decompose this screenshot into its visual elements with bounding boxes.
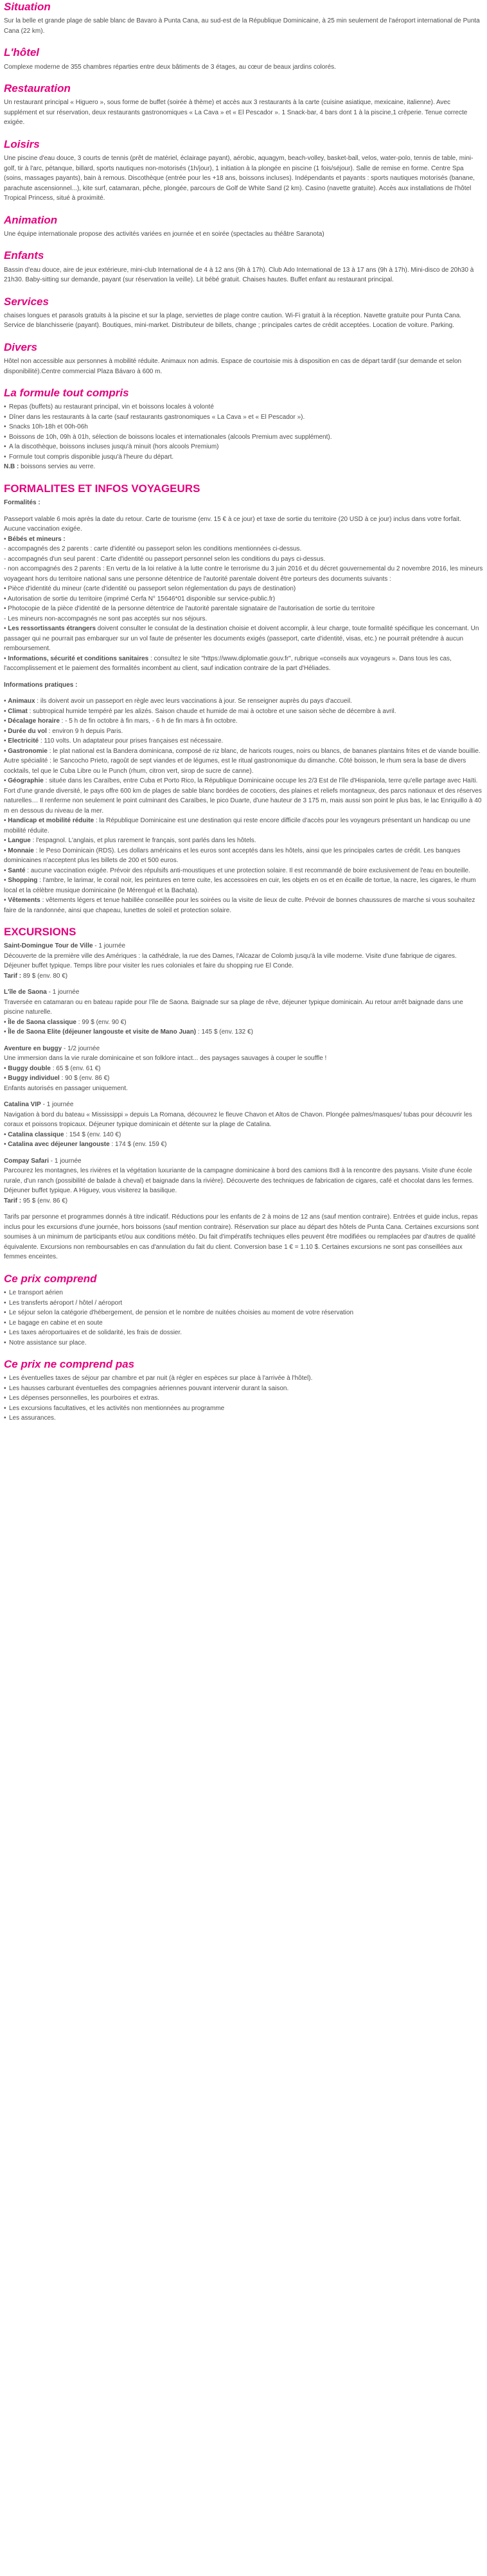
- line-text: : 174 $ (env. 159 €): [109, 1141, 167, 1149]
- formalites-informations: • Informations, sécurité et conditions sanitaires : consultez le site "https://www.diplomatie.gouv.fr", rubrique «conseils aux voyageurs ». Dans tous les cas, l'accomplissement et le paiement des formalités incombent au client, sauf indication contraire de la part d'Héliades.: [4, 655, 452, 672]
- excursion-saint-domingue: [4, 941, 483, 981]
- pratique-item: • Durée du vol : environ 9 h depuis Paris.: [4, 727, 123, 735]
- excursion-compay-safari: [4, 1156, 483, 1206]
- excursion-heading: [4, 941, 483, 951]
- pratique-label: Handicap et mobilité réduite: [8, 817, 94, 824]
- pratique-label: Géographie: [8, 777, 44, 784]
- excursion-line: • Île de Saona classique : 99 $ (env. 90 €): [4, 1018, 127, 1026]
- line-label: Île de Saona Elite (déjeuner langouste et visite de Mano Juan): [8, 1028, 197, 1036]
- pratique-label: Monnaie: [8, 847, 34, 854]
- comprend-item: • Le bagage en cabine et en soute: [4, 1318, 483, 1328]
- pratique-item: • Monnaie : le Peso Dominicain (RDS). Les dollars américains et les euros sont acceptés dans les hôtels, ainsi que les principales cartes de crédit. Les banques dominicaines n'acceptent plus les billets de 200 et 500 euros.: [4, 847, 461, 864]
- excursion-duration: - 1 journée: [49, 1157, 82, 1165]
- tarif-value: 95 $ (env. 86 €): [21, 1197, 68, 1204]
- pratiques-label: Informations pratiques :: [4, 681, 78, 689]
- formalites-ressortissants-label: Les ressortissants étrangers: [8, 625, 96, 632]
- formule-item: • A la discothèque, boissons incluses jusqu'à minuit (hors alcools Premium): [4, 442, 483, 452]
- formalites-bebes: • Bébés et mineurs :: [4, 535, 66, 543]
- pratique-item: • Décalage horaire : - 5 h de fin octobre à fin mars, - 6 h de fin mars à fin octobre.: [4, 718, 238, 725]
- hotel-section: [4, 46, 483, 72]
- formule-nb: [4, 462, 483, 472]
- line-label: Catalina classique: [8, 1131, 64, 1138]
- excursions-section: [4, 925, 483, 1262]
- formule-list: [4, 402, 483, 462]
- services-text: chaises longues et parasols gratuits à la piscine et sur la plage, serviettes de plage contre caution. Wi-Fi gratuit à la réception. Navette gratuite pour Punta Cana. Service de blanchisserie (payant). Boutiques, mini-market. Distributeur de billets, change ; principales cartes de crédit acceptées. Location de voiture. Parking.: [4, 312, 462, 330]
- comprend-item: • Les taxes aéroportuaires et de solidarité, les frais de dossier.: [4, 1328, 483, 1338]
- ne-comprend-item: • Les excursions facultatives, et les activités non mentionnées au programme: [4, 1404, 483, 1414]
- formalites-section: [4, 482, 483, 915]
- excursion-saona: [4, 987, 483, 1037]
- formule-item: • Formule tout compris disponible jusqu'à l'heure du départ.: [4, 452, 483, 463]
- comprend-title: Ce prix comprend: [4, 1272, 97, 1285]
- pratique-label: Décalage horaire: [8, 718, 60, 725]
- pratique-text: : le Peso Dominicain (RDS). Les dollars américains et les euros sont acceptés dans les hôtels, ainsi que les principales cartes de crédit. Les banques dominicaines n'acceptent plus les billets de 200 et 500 euros.: [4, 847, 461, 864]
- line-label: Île de Saona classique: [8, 1018, 76, 1026]
- ne-comprend-section: [4, 1357, 483, 1424]
- excursion-line: • Buggy individuel : 90 $ (env. 86 €): [4, 1075, 110, 1082]
- formalites-bebes-line: - accompagnés des 2 parents : carte d'identité ou passeport selon les conditions mentionnées ci-dessus.: [4, 545, 302, 552]
- pratique-label: Gastronomie: [8, 747, 48, 755]
- pratique-item: • Handicap et mobilité réduite : la République Dominicaine est une destination qui reste encore difficile d'accès pour les voyageurs présentant un handicap ou une mobilité réduite.: [4, 817, 471, 834]
- pratique-text: : ils doivent avoir un passeport en règle avec leurs vaccinations à jour. Se renseigner auprès du pays d'accueil.: [35, 698, 352, 705]
- formalites-bebes-line: • Photocopie de la pièce d'identité de la personne détentrice de l'autorité parentale signataire de l'autorisation de sortie du territoire: [4, 605, 375, 612]
- line-text: : 154 $ (env. 140 €): [64, 1131, 121, 1138]
- tarif-label: Tarif :: [4, 1197, 22, 1204]
- excursion-catalina: [4, 1100, 483, 1150]
- restauration-title: Restauration: [4, 82, 71, 94]
- situation-section: [4, 0, 483, 36]
- loisirs-title: Loisirs: [4, 137, 40, 150]
- excursion-duration: - 1 journée: [40, 1101, 74, 1109]
- pratique-item: • Santé : aucune vaccination exigée. Prévoir des répulsifs anti-moustiques et une protection solaire. Il est recommandé de boire exclusivement de l'eau en bouteille.: [4, 867, 470, 874]
- pratique-item: • Animaux : ils doivent avoir un passeport en règle avec leurs vaccinations à jour. Se renseigner auprès du pays d'accueil.: [4, 698, 352, 705]
- ne-comprend-item: • Les dépenses personnelles, les pourboires et extras.: [4, 1393, 483, 1404]
- excursion-line: • Buggy double : 65 $ (env. 61 €): [4, 1064, 101, 1072]
- excursion-duration: - 1 journée: [46, 989, 80, 996]
- pratique-label: Vêtements: [8, 897, 40, 904]
- ne-comprend-list: [4, 1373, 483, 1424]
- pratique-label: Animaux: [8, 698, 35, 705]
- pratique-text: : aucune vaccination exigée. Prévoir des répulsifs anti-moustiques et une protection solaire. Il est recommandé de boire exclusivement de l'eau en bouteille.: [25, 867, 470, 874]
- formule-item: • Boissons de 10h, 09h à 01h, sélection de boissons locales et internationales (alcools Premium avec supplément).: [4, 432, 483, 443]
- excursion-desc: Une immersion dans la vie rurale dominicaine et son folklore intact... des paysages sauvages à couper le souffle !: [4, 1055, 327, 1063]
- ne-comprend-title: Ce prix ne comprend pas: [4, 1358, 135, 1370]
- tarif-label: Tarif :: [4, 972, 22, 980]
- excursion-after: Enfants autorisés en passager uniquement.: [4, 1084, 128, 1092]
- situation-text: Sur la belle et grande plage de sable blanc de Bavaro à Punta Cana, au sud-est de la République Dominicaine, à 25 min seulement de l'aéroport international de Punta Cana (22 km).: [4, 17, 480, 35]
- line-text: : 65 $ (env. 61 €): [50, 1064, 101, 1072]
- restauration-text: Un restaurant principal « Higuero », sous forme de buffet (soirée à thème) et accès aux 3 restaurants à la carte (cuisine asiatique, mexicaine, italienne). Avec supplément et sur réservation, deux restaurants gastronomiques « La Cava » et « El Pescador ». 1 Snack-bar, 4 bars dont 1 à la piscine,1 crêperie. Tenue correcte exigée.: [4, 99, 468, 127]
- excursion-desc: Navigation à bord du bateau « Mississippi » depuis La Romana, découvrez le fleuve Chavon et Altos de Chavon. Plongée palmes/masques/ tubas pour découvrir les coraux et poissons tropicaux. Déjeuner typique dominicain et détente sur la plage de Catalina.: [4, 1111, 472, 1129]
- excursion-desc: Parcourez les montagnes, les rivières et la végétation luxuriante de la campagne dominicaine à bord des camions 8x8 à la rencontre des paysans. Visite d'une école rurale, d'un ranch (possibilité de balade à cheval) et baignade dans la rivière). Découverte des techniques de fabrication de cigares, café et chocolat dans les fermes. Déjeuner buffet typique. A Higuey, vous visiterez la basilique.: [4, 1167, 474, 1195]
- excursion-tarif: [4, 971, 483, 982]
- restauration-section: [4, 82, 483, 128]
- pratique-item: • Géographie : située dans les Caraïbes, entre Cuba et Porto Rico, la République Dominicaine occupe les 2/3 Est de l'île d'Hispaniola, terre qu'elle partage avec Haïti. Fort d'une grande diversité, le pays offre 600 km de plages de sable blanc bordées de cocotiers, des plaines et reliefs montagneux, des parcs nationaux et des réserves naturelles… Il renferme non seulement le point culminant des Caraïbes, le pico Duarte, d'une hauteur de 3 175 m, mais aussi son point le plus bas, le lac Enriquillo à 40 m en dessous du niveau de la mer.: [4, 777, 482, 815]
- excursion-name: Aventure en buggy: [4, 1045, 62, 1052]
- line-text: : 145 $ (env. 132 €): [196, 1028, 253, 1036]
- pratique-item: • Climat : subtropical humide tempéré par les alizés. Saison chaude et humide de mai à octobre et une saison sèche de décembre à avril.: [4, 707, 396, 715]
- pratique-label: Climat: [8, 707, 28, 715]
- divers-section: [4, 340, 483, 376]
- line-label: Catalina avec déjeuner langouste: [8, 1141, 110, 1149]
- comprend-section: [4, 1272, 483, 1348]
- excursion-desc: Traversée en catamaran ou en bateau rapide pour l'île de Saona. Baignade sur sa plage de rêve, déjeuner typique dominicain. Au retour arrêt baignade dans une piscine naturelle.: [4, 998, 463, 1016]
- excursion-desc: Découverte de la première ville des Amériques : la cathédrale, la rue des Dames, l'Alcazar de Colomb jusqu'à la ville moderne. Visite d'une fabrique de cigares. Déjeuner buffet typique. Temps libre pour visiter les rues coloniales et faire du shopping rue El Conde.: [4, 952, 457, 970]
- pratique-text: : subtropical humide tempéré par les alizés. Saison chaude et humide de mai à octobre et une saison sèche de décembre à avril.: [27, 707, 396, 715]
- excursion-heading: [4, 1156, 483, 1167]
- excursion-line: • Catalina classique : 154 $ (env. 140 €): [4, 1131, 121, 1138]
- formalites-passport: Passeport valable 6 mois après la date du retour. Carte de tourisme (env. 15 € à ce jour) et taxe de sortie du territoire (20 USD à ce jour) inclus dans votre forfait. Aucune vaccination exigée.: [4, 515, 461, 533]
- pratique-label: Durée du vol: [8, 727, 47, 735]
- excursion-buggy: [4, 1044, 483, 1094]
- animation-text: Une équipe internationale propose des activités variées en journée et en soirée (spectacles au théâtre Saranota): [4, 230, 324, 238]
- pratique-item: • Shopping : l'ambre, le larimar, le corail noir, les peintures en terre cuite, les accessoires en cuir, les objets en os et en écaille de tortue, la nacre, les cigares, le rhum local et la célèbre musique dominicaine (le Mérengué et la Bachata).: [4, 877, 476, 894]
- excursion-name: Catalina VIP: [4, 1101, 41, 1109]
- excursion-heading: [4, 1044, 483, 1054]
- formalites-title: FORMALITES ET INFOS VOYAGEURS: [4, 482, 200, 495]
- formule-item: • Snacks 10h-18h et 00h-06h: [4, 422, 483, 432]
- formalites-bebes-line: - Les mineurs non-accompagnés ne sont pas acceptés sur nos séjours.: [4, 615, 208, 622]
- formule-section: [4, 386, 483, 472]
- formalites-informations-label: Informations, sécurité et conditions sanitaires: [8, 655, 149, 662]
- animation-title: Animation: [4, 213, 58, 226]
- comprend-item: • Le séjour selon la catégorie d'hébergement, de pension et le nombre de nuitées choisies au moment de votre réservation: [4, 1308, 483, 1318]
- enfants-section: [4, 249, 483, 285]
- pratique-label: Electricité: [8, 737, 39, 745]
- pratique-text: : la République Dominicaine est une destination qui reste encore difficile d'accès pour les voyageurs présentant un handicap ou une mobilité réduite.: [4, 817, 471, 834]
- pratique-text: : située dans les Caraïbes, entre Cuba et Porto Rico, la République Dominicaine occupe les 2/3 Est de l'île d'Hispaniola, terre qu'elle partage avec Haïti. Fort d'une grande diversité, le pays offre 600 km de plages de sable blanc bordées de cocotiers, des plaines et reliefs montagneux, des parcs nationaux et des réserves naturelles… Il renferme non seulement le point culminant des Caraïbes, le pico Duarte, d'une hauteur de 3 175 m, mais aussi son point le plus bas, le lac Enriquillo à 40 m en dessous du niveau de la mer.: [4, 777, 482, 815]
- formule-item: • Dîner dans les restaurants à la carte (sauf restaurants gastronomiques « La Cava » et « El Pescador »).: [4, 412, 483, 423]
- divers-title: Divers: [4, 340, 37, 353]
- excursion-line: • Île de Saona Elite (déjeuner langouste et visite de Mano Juan) : 145 $ (env. 132 €): [4, 1028, 253, 1036]
- pratique-label: Shopping: [8, 877, 38, 884]
- line-text: : 90 $ (env. 86 €): [59, 1075, 110, 1082]
- excursion-heading: [4, 1100, 483, 1110]
- situation-title: Situation: [4, 1, 51, 13]
- excursion-duration: - 1 journée: [93, 942, 126, 950]
- pratique-text: : 110 volts. Un adaptateur pour prises françaises est nécessaire.: [39, 737, 224, 745]
- tarif-value: 89 $ (env. 80 €): [21, 972, 68, 980]
- excursion-name: Compay Safari: [4, 1157, 49, 1165]
- formule-title: La formule tout compris: [4, 387, 129, 399]
- excursion-duration: - 1/2 journée: [62, 1045, 100, 1052]
- line-label: Buggy individuel: [8, 1075, 60, 1082]
- excursions-note: Tarifs par personne et programmes donnés à titre indicatif. Réductions pour les enfants de 2 à moins de 12 ans (sauf mention contraire). Entrées et guide inclus, repas inclus pour les excursions d'une journée, hors boissons (sauf mention contraire). Réservation sur place au départ des hôtels de Punta Cana. Certaines excursions sont soumises à un minimum de participants et/ou aux conditions météo. Du fait d'impératifs techniques elles peuvent être modifiées ou remplacées par d'autres de qualité équivalente. Excursions non remboursables en cas d'annulation du fait du client. Conversion base 1 € = 1.10 $. Certaines excursions ne sont pas conseillées aux femmes enceintes.: [4, 1213, 479, 1261]
- excursion-name: L'île de Saona: [4, 989, 47, 996]
- pratique-label: Santé: [8, 867, 26, 874]
- excursions-title: EXCURSIONS: [4, 926, 76, 938]
- pratique-text: : environ 9 h depuis Paris.: [46, 727, 123, 735]
- formalites-bebes-line: • Pièce d'identité du mineur (carte d'identité ou passeport selon réglementation du pays de destination): [4, 585, 296, 592]
- formalites-bebes-line: • Autorisation de sortie du territoire (imprimé Cerfa N° 15646*01 disponible sur service-public.fr): [4, 595, 276, 603]
- comprend-item: • Les transferts aéroport / hôtel / aéroport: [4, 1298, 483, 1309]
- pratique-text: : vêtements légers et tenue habillée conseillée pour les soirées ou la visite de lieux de culte. Prévoir de bonnes chaussures de marche si vous souhaitez faire de la randonnée, ainsi que chapeau, lunettes de soleil et protection solaire.: [4, 897, 475, 914]
- formalites-bebes-label: Bébés et mineurs :: [8, 535, 66, 543]
- divers-text: Hôtel non accessible aux personnes à mobilité réduite. Animaux non admis. Espace de courtoisie mis à disposition en cas de départ tardif (sur demande et selon disponibilité).Centre commercial Plaza Bávaro à 600 m.: [4, 358, 462, 375]
- line-text: : 99 $ (env. 90 €): [76, 1018, 127, 1026]
- services-section: [4, 295, 483, 331]
- hotel-title: L'hôtel: [4, 46, 40, 59]
- formalites-ressortissants: • Les ressortissants étrangers doivent consulter le consulat de la destination choisie et doivent accomplir, à leur charge, toute formalité spécifique les concernant. Un passager qui ne pourrait pas embarquer sur un vol faute de présenter les documents exigés (passeport, carte d'identité, visas, etc.) ne pourrait prétendre à aucun remboursement.: [4, 625, 479, 652]
- animation-section: [4, 213, 483, 240]
- formalites-bebes-line: - non accompagnés des 2 parents : En vertu de la loi relative à la lutte contre le terrorisme du 3 juin 2016 et du décret gouvernemental du 2 novembre 2016, les mineurs voyageant hors du territoire national sans une personne détentrice de l'autorité parentale doivent être porteurs des documents suivants :: [4, 565, 483, 583]
- formalites-bebes-line: - accompagnés d'un seul parent : Carte d'identité ou passeport personnel selon les conditions du pays ci-dessus.: [4, 555, 326, 563]
- pratique-text: : le plat national est la Bandera dominicana, composé de riz blanc, de haricots rouges, noirs ou blancs, de bananes plantains frites et de viande bouillie. Autre spécialité : le Sancocho Prieto, ragoût de sept viandes et de légumes, est le ritual gastronomique du dimanche. Côté boisson, le rhum sera la base de divers cocktails, tel que le Cuba Libre ou le Punch (rhum, citron vert, sirop de sucre de canne).: [4, 747, 481, 775]
- formalites-ressortissants-text: doivent consulter le consulat de la destination choisie et doivent accomplir, à leur charge, toute formalité spécifique les concernant. Un passager qui ne pourrait pas embarquer sur un vol faute de présenter les documents exigés (passeport, carte d'identité, visas, etc.) ne pourrait prétendre à aucun remboursement.: [4, 625, 479, 652]
- loisirs-section: [4, 137, 483, 204]
- excursion-tarif: [4, 1196, 483, 1206]
- comprend-list: [4, 1288, 483, 1348]
- comprend-item: • Le transport aérien: [4, 1288, 483, 1298]
- pratique-item: • Langue : l'espagnol. L'anglais, et plus rarement le français, sont parlés dans les hôtels.: [4, 837, 256, 844]
- formule-nb-text: boissons servies au verre.: [19, 463, 96, 471]
- comprend-item: • Notre assistance sur place.: [4, 1338, 483, 1348]
- enfants-title: Enfants: [4, 249, 44, 262]
- excursion-name: Saint-Domingue Tour de Ville: [4, 942, 93, 950]
- line-label: Buggy double: [8, 1064, 51, 1072]
- formalites-label: Formalités :: [4, 499, 40, 506]
- pratique-text: : l'ambre, le larimar, le corail noir, les peintures en terre cuite, les accessoires en cuir, les objets en os et en écaille de tortue, la nacre, les cigares, le rhum local et la célèbre musique dominicaine (le Mérengué et la Bachata).: [4, 877, 476, 894]
- excursion-heading: [4, 987, 483, 998]
- pratiques-list: [4, 696, 483, 915]
- ne-comprend-item: • Les assurances.: [4, 1413, 483, 1424]
- enfants-text: Bassin d'eau douce, aire de jeux extérieure, mini-club International de 4 à 12 ans (9h à 17h). Club Ado International de 13 à 17 ans (9h à 17h). Mini-disco de 20h30 à 21h30. Baby-sitting sur demande, payant (sur réservation la veille). Lit bébé gratuit. Chaises hautes. Buffet enfant au restaurant principal.: [4, 266, 474, 283]
- pratique-label: Langue: [8, 837, 31, 844]
- formule-item: • Repas (buffets) au restaurant principal, vin et boissons locales à volonté: [4, 402, 483, 412]
- formule-nb-label: N.B :: [4, 463, 19, 471]
- ne-comprend-item: • Les éventuelles taxes de séjour par chambre et par nuit (à régler en espèces sur place à l'arrivée à l'hôtel).: [4, 1373, 483, 1384]
- formalites-informations-text: : consultez le site "https://www.diplomatie.gouv.fr", rubrique «conseils aux voyageurs ». Dans tous les cas, l'accomplissement et le paiement des formalités incombent au client, sauf indication contraire de la part d'Héliades.: [4, 655, 452, 672]
- services-title: Services: [4, 295, 49, 308]
- pratique-item: • Gastronomie : le plat national est la Bandera dominicana, composé de riz blanc, de haricots rouges, noirs ou blancs, de bananes plantains frites et de viande bouillie. Autre spécialité : le Sancocho Prieto, ragoût de sept viandes et de légumes, est le ritual gastronomique du dimanche. Côté boisson, le rhum sera la base de divers cocktails, tel que le Cuba Libre ou le Punch (rhum, citron vert, sirop de sucre de canne).: [4, 747, 481, 775]
- ne-comprend-item: • Les hausses carburant éventuelles des compagnies aériennes pouvant intervenir durant la saison.: [4, 1384, 483, 1394]
- pratique-item: • Electricité : 110 volts. Un adaptateur pour prises françaises est nécessaire.: [4, 737, 224, 745]
- pratique-text: : l'espagnol. L'anglais, et plus rarement le français, sont parlés dans les hôtels.: [30, 837, 256, 844]
- excursion-line: • Catalina avec déjeuner langouste : 174 $ (env. 159 €): [4, 1141, 167, 1149]
- pratique-text: : - 5 h de fin octobre à fin mars, - 6 h de fin mars à fin octobre.: [59, 718, 238, 725]
- loisirs-text: Une piscine d'eau douce, 3 courts de tennis (prêt de matériel, éclairage payant), aérobic, aquagym, beach-volley, basket-ball, velos, water-polo, tennis de table, mini-golf, tir à l'arc, pétanque, billard, sports nautiques non-motorisés (1h/jour), 1 initiation à la plongée en piscine (1 fois/séjour). Salle de remise en forme. Centre Spa (soins, massages payants), bain à remous. Discothèque (entrée pour les +18 ans, boissons incluses). Indépendants et payants : sports nautiques motorisés (banane, parachute ascensionnel...), kite surf, catamaran, pêche, plongée, parcours de Golf de White Sand (2 km). Casino (navette gratuite). Accès aux installations de l'hôtel Tropical Princess, situé à proximité.: [4, 155, 475, 202]
- pratique-item: • Vêtements : vêtements légers et tenue habillée conseillée pour les soirées ou la visite de lieux de culte. Prévoir de bonnes chaussures de marche si vous souhaitez faire de la randonnée, ainsi que chapeau, lunettes de soleil et protection solaire.: [4, 897, 475, 914]
- hotel-text: Complexe moderne de 355 chambres réparties entre deux bâtiments de 3 étages, au cœur de beaux jardins colorés.: [4, 63, 336, 71]
